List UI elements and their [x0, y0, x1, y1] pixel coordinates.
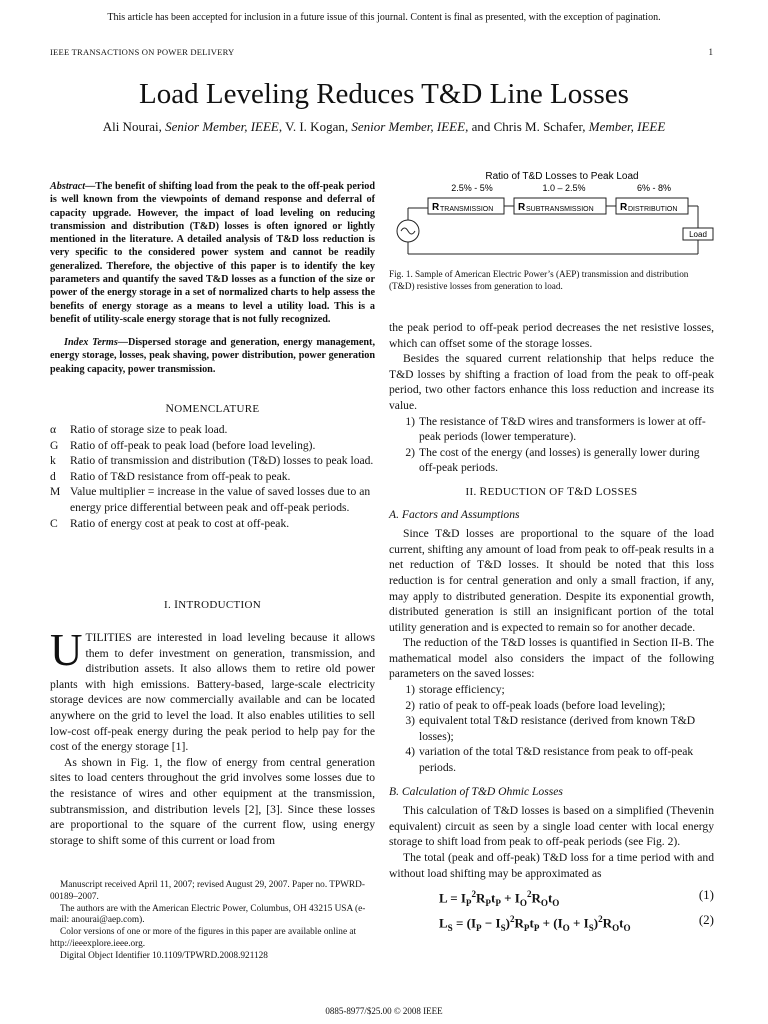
author-role: Member, IEEE — [588, 119, 666, 134]
author-separator: , — [582, 119, 589, 134]
nomenclature-list — [50, 422, 375, 531]
list-text: variation of the total T&D resistance from peak to off-peak periods. — [419, 745, 694, 775]
list-item — [389, 682, 714, 698]
author-separator: , and — [465, 119, 494, 134]
index-terms-lead: Index Terms — [64, 337, 118, 348]
section-2-heading-initial: R — [479, 484, 488, 498]
body-paragraph: The reduction of the T&D losses is quantified in Section II-B. The mathematical model also considers the impact of the following parameters on the saved losses: — [389, 636, 714, 681]
nomenclature-definition: Ratio of transmission and distribution (T&D) losses to peak load. — [70, 454, 374, 468]
introduction-heading-initial: I — [174, 598, 179, 611]
author-name: V. I. Kogan — [285, 119, 345, 134]
nomenclature-definition: Ratio of energy cost at peak to cost at off-peak. — [70, 516, 290, 530]
author-name: Ali Nourai — [102, 119, 159, 134]
body-paragraph: This calculation of T&D losses is based on a simplified (Thevenin equivalent) circuit as seen by a single load center with local energy storage to shift load from peak to off-peak periods (see Fig. 2). — [389, 804, 714, 849]
page-number: 1 — [708, 47, 713, 57]
body-paragraph: Besides the squared current relationship that helps reduce the T&D losses by shifting a fraction of load from the peak to off-peak period, two other factors enhance this loss reduction and increase its value. — [389, 352, 714, 412]
footnote-line: Digital Object Identifier 10.1109/TPWRD.2008.921128 — [60, 950, 268, 961]
section-number: II. — [465, 485, 480, 498]
index-terms — [50, 336, 375, 376]
nomenclature-heading — [50, 402, 375, 415]
figure-1 — [392, 168, 717, 263]
resistor-symbol: R — [432, 202, 440, 213]
author-role: Senior Member, IEEE — [351, 119, 466, 134]
factor-list — [389, 414, 714, 476]
nomenclature-symbol: k — [50, 454, 56, 468]
equation-1-math: $L = I_P^2R_Pt_P + I_O^2R_Ot_O$ — [439, 889, 560, 909]
abstract-text: —The benefit of shifting load from the peak to the off-peak period is well known from the viewpoints of demand response and deferral of capacity upgrade. However, the impact of load leveling on reducing transmission and distribution (T&D) losses is often ignored or lightly mentioned in the literature. A detailed analysis of T&D loss reduction is very specific to the considered power system and cannot be readily generalized. Therefore, the objective of this paper is to identify the key parameters and quantify the saved T&D losses as a function of the size or power of the energy storage in a set of normalized charts to help assess the benefits of energy storage as a means to level a utility load. This is a benefit of utility-scale energy storage that is not fully recognized. — [50, 181, 375, 325]
journal-name: IEEE TRANSACTIONS ON POWER DELIVERY — [50, 47, 235, 57]
drop-cap: U — [50, 625, 83, 675]
introduction-paragraph-text: TILITIES are interested in load leveling because it allows them to defer investment on generation, transmission, and distribution assets. It also allows them to retire old power plants with high emissions. Battery-based, large-scale electricity storage devices are now commercially available and can be located anywhere on the grid to level the load. It also enables utilities to sell low-cost off-peak energy during the peak period to help pay for the cost of the energy storage [1]. — [50, 631, 375, 754]
load-label: Load — [689, 230, 707, 239]
list-text: The resistance of T&D wires and transformers is lower at off-peak periods (lower temperature). — [419, 414, 706, 444]
list-number: 3) — [405, 714, 415, 728]
nomenclature-symbol: d — [50, 469, 56, 483]
resistor-subscript: SUBTRANSMISSION — [526, 206, 594, 213]
nomenclature-symbol: α — [50, 423, 57, 436]
right-column-body — [389, 320, 714, 936]
loss-range-distribution: 6% - 8% — [636, 183, 672, 193]
loss-range-subtransmission: 1.0 – 2.5% — [542, 183, 586, 193]
nomenclature-item — [50, 516, 375, 532]
nomenclature-heading-initial: N — [165, 402, 175, 415]
author-role: Senior Member, IEEE — [165, 119, 279, 134]
nomenclature-item — [50, 484, 375, 515]
abstract — [50, 180, 375, 326]
nomenclature-definition: Ratio of storage size to peak load. — [70, 423, 228, 436]
list-text: The cost of the energy (and losses) is generally lower during off-peak periods. — [419, 445, 700, 475]
nomenclature-definition: Value multiplier = increase in the value of saved losses due to an energy price differential between peak and off-peak periods. — [70, 485, 371, 514]
author-line — [0, 119, 768, 135]
footnote-line: Manuscript received April 11, 2007; revised August 29, 2007. Paper no. TPWRD-00189–2007. — [50, 880, 365, 902]
section-number: I. — [164, 599, 175, 611]
list-item — [389, 445, 714, 476]
list-item — [389, 698, 714, 714]
nomenclature-item — [50, 453, 375, 469]
nomenclature-item — [50, 438, 375, 454]
list-number: 1) — [405, 414, 415, 428]
introduction-heading — [50, 598, 375, 611]
list-text: storage efficiency; — [419, 683, 505, 697]
list-item — [389, 414, 714, 445]
list-item — [389, 713, 714, 744]
footnote-line: The authors are with the American Electric Power, Columbus, OH 43215 USA (e-mail: anourai@aep.com). — [50, 903, 366, 926]
author-separator: , — [278, 119, 286, 134]
body-paragraph: the peak period to off-peak period decreases the net resistive losses, which can offset some of the storage losses. — [389, 321, 714, 350]
introduction-heading-rest: NTRODUCTION — [178, 599, 261, 611]
author-separator: , — [344, 119, 352, 134]
nomenclature-item — [50, 422, 375, 438]
equation-number: (2) — [698, 911, 714, 927]
introduction-body — [50, 625, 375, 848]
introduction-paragraph: As shown in Fig. 1, the flow of energy from central generation sites to load centers throughout the grid involves some losses due to the resistance of wires and other equipment at the transmission, subtransmission, and distribution levels [2], [3]. Since these losses are proportional to the square of the current flow, using energy storage to shift some of this current or load from — [50, 755, 375, 847]
figure-1-caption: Fig. 1. Sample of American Electric Power’s (AEP) transmission and distribution (T&D) resistive losses from generation to load. — [389, 269, 689, 291]
list-number: 2) — [405, 698, 415, 712]
abstract-lead: Abstract — [50, 181, 86, 192]
list-text: ratio of peak to off-peak loads (before load leveling); — [419, 698, 666, 712]
section-2-heading-part: EDUCTION OF — [487, 485, 567, 498]
index-terms-text: —Dispersed storage and generation, energy management, energy storage, losses, peak shaving, power distribution, power generation peaking capacity, power transmission. — [50, 337, 375, 375]
equation-number: (1) — [698, 887, 714, 903]
equation-2 — [389, 912, 714, 937]
author-separator: , — [158, 119, 166, 134]
figure-1-diagram — [392, 168, 717, 263]
body-paragraph: The total (peak and off-peak) T&D loss for a time period with and without load shifting may be approximated as — [389, 851, 714, 880]
nomenclature-item — [50, 469, 375, 485]
list-number: 4) — [405, 745, 415, 759]
list-number: 2) — [405, 445, 415, 459]
nomenclature-symbol: C — [50, 516, 58, 530]
footnote-line: Color versions of one or more of the figures in this paper are available online at http://ieeexplore.ieee.org. — [50, 927, 357, 949]
nomenclature-symbol: G — [50, 438, 59, 452]
resistor-subscript: DISTRIBUTION — [628, 206, 678, 213]
equation-1 — [389, 887, 714, 912]
loss-range-transmission: 2.5% - 5% — [451, 183, 493, 193]
copyright-line: 0885-8977/$25.00 © 2008 IEEE — [325, 1006, 443, 1016]
section-2-heading — [389, 484, 714, 501]
acceptance-notice: This article has been accepted for inclusion in a future issue of this journal. Content is final as presented, with the exception of pagination. — [107, 12, 661, 23]
author-name: Chris M. Schafer — [493, 119, 583, 134]
sine-wave-icon — [401, 228, 415, 234]
paper-title: Load Leveling Reduces T&D Line Losses — [139, 78, 629, 110]
section-2-heading-part: T&D L — [566, 484, 603, 498]
subsection-b-heading: B. Calculation of T&D Ohmic Losses — [389, 784, 563, 798]
list-number: 1) — [405, 683, 415, 697]
equation-2-math: $L_S = (I_P - I_S)^2R_Pt_P + (I_O + I_S)^2R_Ot_O$ — [439, 913, 631, 933]
resistor-symbol: R — [518, 202, 526, 213]
introduction-paragraph — [50, 625, 375, 755]
parameter-list — [389, 682, 714, 776]
list-item — [389, 744, 714, 775]
nomenclature-symbol: M — [50, 485, 61, 499]
section-2-heading-part: OSSES — [602, 485, 638, 498]
resistor-subscript: TRANSMISSION — [440, 206, 494, 213]
nomenclature-definition: Ratio of off-peak to peak load (before load leveling). — [70, 438, 316, 452]
footnote — [50, 880, 375, 963]
figure-title: Ratio of T&D Losses to Peak Load — [485, 171, 639, 182]
resistor-symbol: R — [620, 202, 628, 213]
body-paragraph: Since T&D losses are proportional to the square of the load current, shifting any amount of load from peak to off-peak results in a net reduction of T&D losses. It should be noted that this loss reduction is for central generation and only a small fraction, if any, may apply to distributed generation. Despite its exponential growth, distributed generation is still an insignificant portion of the total utility generation and is expected to remain so for another decade. — [389, 527, 714, 634]
nomenclature-heading-rest: OMENCLATURE — [174, 403, 260, 415]
list-text: equivalent total T&D resistance (derived from known T&D losses); — [419, 714, 696, 743]
subsection-a-heading: A. Factors and Assumptions — [389, 507, 520, 521]
nomenclature-definition: Ratio of T&D resistance from off-peak to peak. — [70, 469, 291, 483]
